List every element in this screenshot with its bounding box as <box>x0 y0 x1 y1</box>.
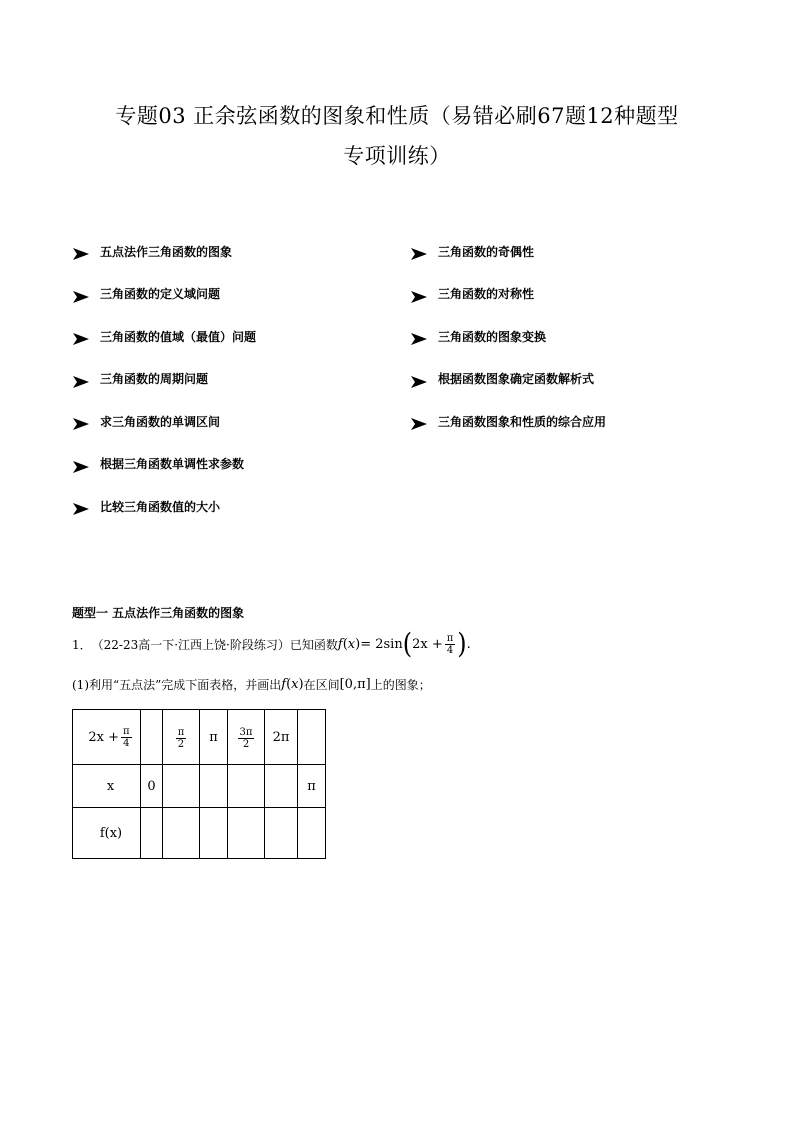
toc-item-label: 三角函数图象和性质的综合应用 <box>438 414 607 429</box>
question-text: 已知函数 <box>289 637 338 652</box>
section-heading: 题型一 五点法作三角函数的图象 <box>72 606 245 620</box>
table-cell[interactable] <box>163 808 200 859</box>
function-formula: f ( x ) = 2sin ( 2x + $\frac{\pi}{4}$ ) . <box>337 627 471 661</box>
arrow-bullet-icon <box>72 417 90 431</box>
table-row <box>73 765 326 808</box>
arrow-bullet-icon <box>72 290 90 304</box>
toc-item[interactable] <box>410 358 606 401</box>
part-1-mid: 在区间 <box>303 678 340 692</box>
table-cell: π <box>298 765 326 808</box>
toc-right-column <box>410 230 606 443</box>
table-cell: 2π <box>265 710 298 765</box>
fraction-pi-over-2: $\frac{\pi}{2}$ <box>177 727 185 750</box>
arrow-bullet-icon <box>72 247 90 261</box>
toc-item-label: 根据三角函数单调性求参数 <box>100 457 245 472</box>
toc-item[interactable] <box>72 230 256 273</box>
toc-item[interactable] <box>410 230 606 273</box>
part-1-end: 上的图象； <box>370 678 431 692</box>
toc-left-column <box>72 230 256 528</box>
toc-item-label: 求三角函数的单调区间 <box>100 414 221 429</box>
five-point-table <box>72 709 326 859</box>
question-1 <box>72 627 471 661</box>
title-line-1: 专题03 正余弦函数的图象和性质（易错必刷67题12种题型 <box>115 104 679 128</box>
toc-item-label: 比较三角函数值的大小 <box>100 499 221 514</box>
question-number: 1． <box>72 637 92 652</box>
arrow-bullet-icon <box>72 375 90 389</box>
fraction-pi-over-4: $\frac{\pi}{4}$ <box>446 632 454 656</box>
table-cell[interactable] <box>298 710 326 765</box>
toc-item[interactable] <box>72 315 256 358</box>
arrow-bullet-icon <box>410 375 428 389</box>
arrow-bullet-icon <box>72 502 90 516</box>
table-row <box>73 808 326 859</box>
table-cell[interactable] <box>200 808 228 859</box>
part-1 <box>72 676 431 693</box>
page-title <box>60 96 734 176</box>
table-cell[interactable] <box>141 808 163 859</box>
arrow-bullet-icon <box>72 332 90 346</box>
toc-item[interactable] <box>72 400 256 443</box>
title-line-2: 专项训练） <box>343 144 451 168</box>
question-source: （22-23高一下·江西上饶·阶段练习） <box>91 637 290 652</box>
table-row <box>73 710 326 765</box>
interval: [0,π] <box>339 677 371 692</box>
table-cell[interactable] <box>141 710 163 765</box>
table-cell: f(x) <box>73 808 141 859</box>
fx-inline: f ( x ) <box>281 677 304 692</box>
toc-item[interactable] <box>72 358 256 401</box>
table-cell[interactable] <box>265 765 298 808</box>
table-cell[interactable] <box>228 765 265 808</box>
toc-item-label: 根据函数图象确定函数解析式 <box>438 372 595 387</box>
table-cell: x <box>73 765 141 808</box>
toc-item[interactable] <box>72 485 256 528</box>
table-cell: 0 <box>141 765 163 808</box>
toc-item[interactable] <box>72 273 256 316</box>
table-cell[interactable] <box>228 808 265 859</box>
fraction-3pi-over-2: $\frac{3\pi}{2}$ <box>239 727 253 750</box>
toc-item[interactable] <box>410 315 606 358</box>
table-cell[interactable] <box>298 808 326 859</box>
toc-item[interactable] <box>410 400 606 443</box>
table-cell <box>163 710 200 765</box>
arrow-bullet-icon <box>410 417 428 431</box>
toc-item-label: 三角函数的定义域问题 <box>100 287 221 302</box>
table-cell[interactable] <box>200 765 228 808</box>
toc-item-label: 三角函数的周期问题 <box>100 372 209 387</box>
toc-item-label: 三角函数的奇偶性 <box>438 244 535 259</box>
table-cell[interactable] <box>265 808 298 859</box>
arrow-bullet-icon <box>72 460 90 474</box>
toc-item[interactable] <box>72 443 256 486</box>
part-1-label: (1)利用“五点法”完成下面表格，并画出 <box>72 678 282 692</box>
arrow-bullet-icon <box>410 332 428 346</box>
toc-item-label: 三角函数的值域（最值）问题 <box>100 329 257 344</box>
toc-item[interactable] <box>410 273 606 316</box>
arrow-bullet-icon <box>410 290 428 304</box>
toc-item-label: 三角函数的图象变换 <box>438 329 547 344</box>
arrow-bullet-icon <box>410 247 428 261</box>
table-cell[interactable] <box>163 765 200 808</box>
toc-item-label: 五点法作三角函数的图象 <box>100 244 233 259</box>
table-cell <box>228 710 265 765</box>
toc-item-label: 三角函数的对称性 <box>438 287 535 302</box>
table-cell: π <box>200 710 228 765</box>
table-cell: 2x + $\frac{\pi}{4}$ <box>73 710 141 765</box>
